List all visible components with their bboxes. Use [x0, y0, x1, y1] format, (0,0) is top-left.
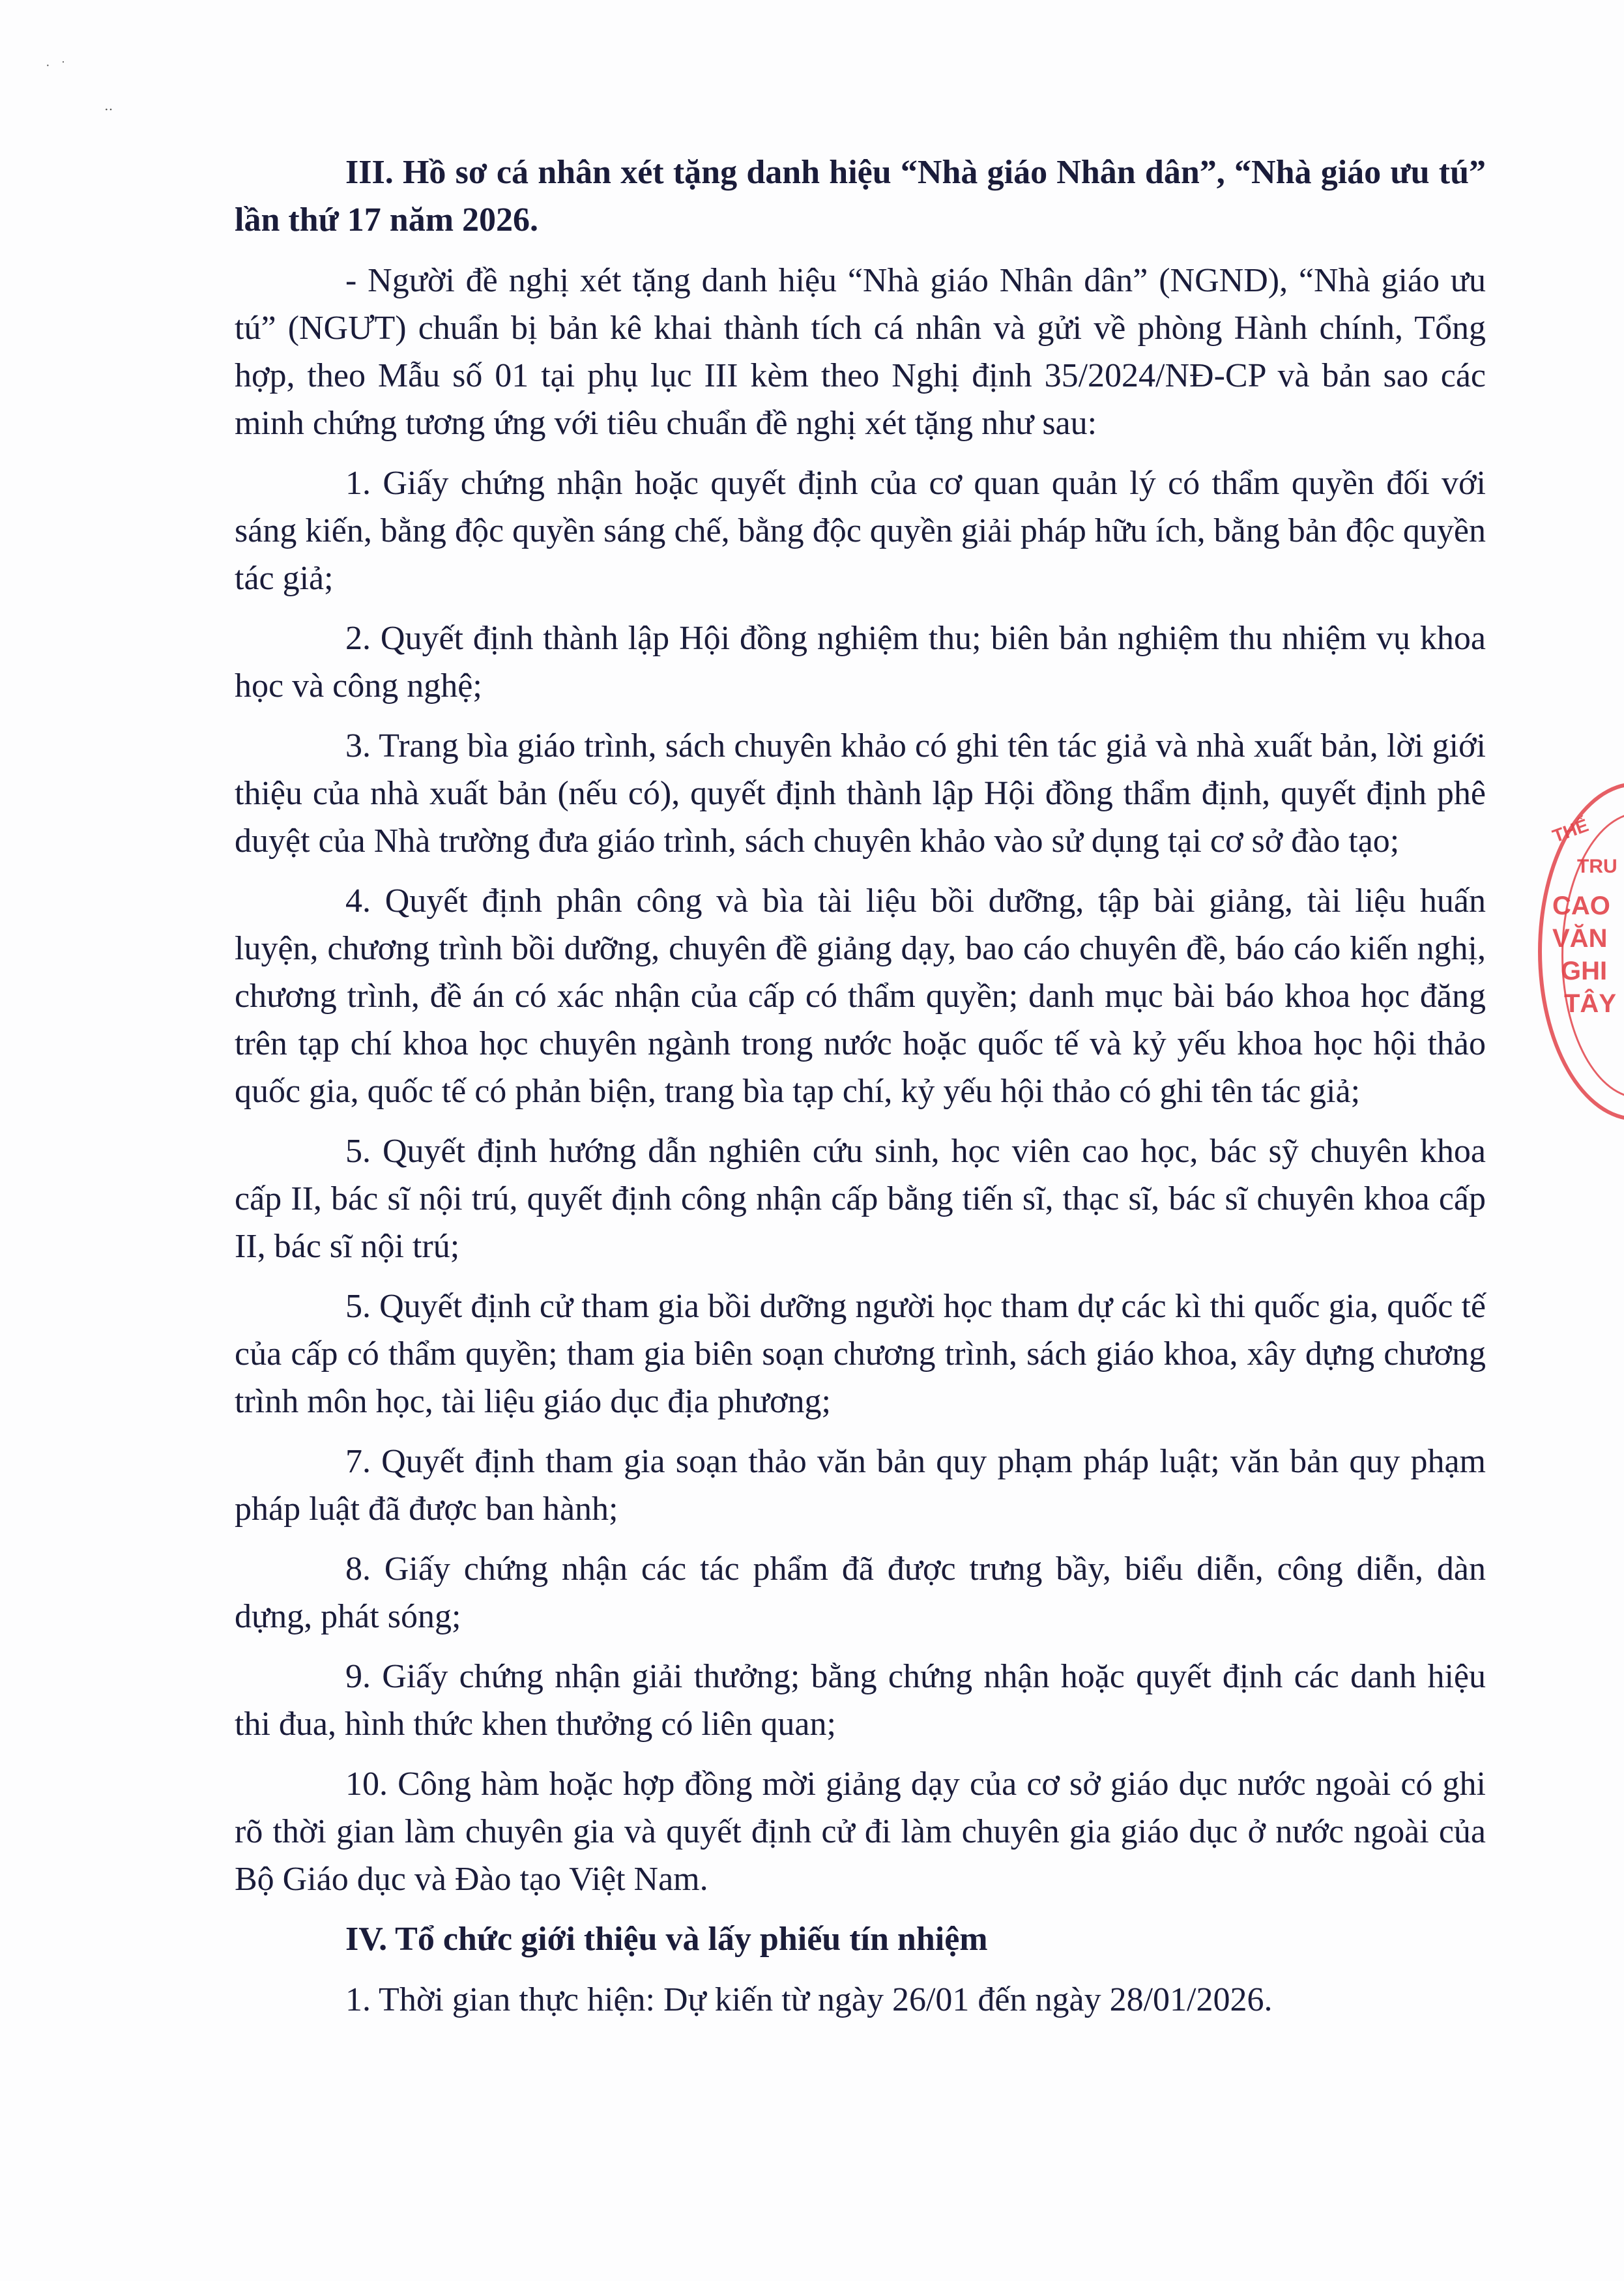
list-item: 2. Quyết định thành lập Hội đồng nghiệm thu; biên bản nghiệm thu nhiệm vụ khoa học và công nghệ; [235, 620, 1486, 705]
section-4-item-1: 1. Thời gian thực hiện: Dự kiến từ ngày 26/01 đến ngày 28/01/2026. [345, 1981, 1273, 2018]
list-item: 4. Quyết định phân công và bìa tài liệu bồi dưỡng, tập bài giảng, tài liệu huấn luyện, chương trình bồi dưỡng, chuyên đề giảng dạy, bao cáo chuyên đề, báo cáo kiến nghị, chương trình, đề án có xác nhận của cấp có thẩm quyền; danh mục bài báo khoa học đăng trên tạp chí khoa học chuyên ngành trong nước hoặc quốc tế và kỷ yếu khoa học hội thảo quốc gia, quốc tế có phản biện, trang bìa tạp chí, kỷ yếu hội thảo có ghi tên tác giả; [235, 882, 1486, 1110]
list-item: 1. Giấy chứng nhận hoặc quyết định của cơ quan quản lý có thẩm quyền đối với sáng kiến, bằng độc quyền sáng chế, bằng độc quyền giải pháp hữu ích, bằng bản độc quyền tác giả; [235, 465, 1486, 597]
stamp-text-line: TRU [1577, 856, 1617, 877]
section-4-heading: IV. Tổ chức giới thiệu và lấy phiếu tín nhiệm [345, 1921, 988, 1958]
stamp-text-line: CAO [1552, 892, 1610, 920]
list-item: 5. Quyết định hướng dẫn nghiên cứu sinh, học viên cao học, bác sỹ chuyên khoa cấp II, bác sĩ nội trú, quyết định công nhận cấp bằng tiến sĩ, thạc sĩ, bác sĩ chuyên khoa cấp II, bác sĩ nội trú; [235, 1133, 1486, 1265]
list-item: 5. Quyết định cử tham gia bồi dưỡng người học tham dự các kì thi quốc gia, quốc tế của cấp có thẩm quyền; tham gia biên soạn chương trình, sách giáo khoa, xây dựng chương trình môn học, tài liệu giáo dục địa phương; [235, 1288, 1486, 1420]
list-item: 7. Quyết định tham gia soạn thảo văn bản quy phạm pháp luật; văn bản quy phạm pháp luật đã được ban hành; [235, 1443, 1486, 1528]
stamp-text-line: VĂN [1552, 924, 1608, 953]
scan-speck: ‥ [104, 99, 117, 113]
list-item: 10. Công hàm hoặc hợp đồng mời giảng dạy của cơ sở giáo dục nước ngoài có ghi rõ thời gian làm chuyên gia và quyết định cử đi làm chuyên gia giáo dục ở nước ngoài của Bộ Giáo dục và Đào tạo Việt Nam. [235, 1765, 1486, 1898]
list-item: 3. Trang bìa giáo trình, sách chuyên khảo có ghi tên tác giả và nhà xuất bản, lời giới thiệu của nhà xuất bản (nếu có), quyết định thành lập Hội đồng thẩm định, quyết định phê duyệt của Nhà trường đưa giáo trình, sách chuyên khảo vào sử dụng tại cơ sở đào tạo; [235, 727, 1486, 860]
list-item: 8. Giấy chứng nhận các tác phẩm đã được trưng bầy, biểu diễn, công diễn, dàn dựng, phát sóng; [235, 1550, 1486, 1635]
scan-speck: · ˙ [46, 59, 70, 73]
stamp-text-line: THẾ [1550, 815, 1591, 847]
section-3-intro: - Người đề nghị xét tặng danh hiệu “Nhà giáo Nhân dân” (NGND), “Nhà giáo ưu tú” (NGƯT) chuẩn bị bản kê khai thành tích cá nhân và gửi về phòng Hành chính, Tổng hợp, theo Mẫu số 01 tại phụ lục III kèm theo Nghị định 35/2024/NĐ-CP và bản sao các minh chứng tương ứng với tiêu chuẩn đề nghị xét tặng như sau: [235, 262, 1486, 442]
list-item: 9. Giấy chứng nhận giải thưởng; bằng chứng nhận hoặc quyết định các danh hiệu thi đua, hình thức khen thưởng có liên quan; [235, 1658, 1486, 1743]
stamp-text-line: GHI [1561, 957, 1608, 985]
stamp-text-line: TÂY [1564, 989, 1616, 1018]
document-body [235, 149, 1486, 2036]
section-3-heading: III. Hồ sơ cá nhân xét tặng danh hiệu “Nhà giáo Nhân dân”, “Nhà giáo ưu tú” lần thứ 17 năm 2026. [235, 154, 1486, 239]
